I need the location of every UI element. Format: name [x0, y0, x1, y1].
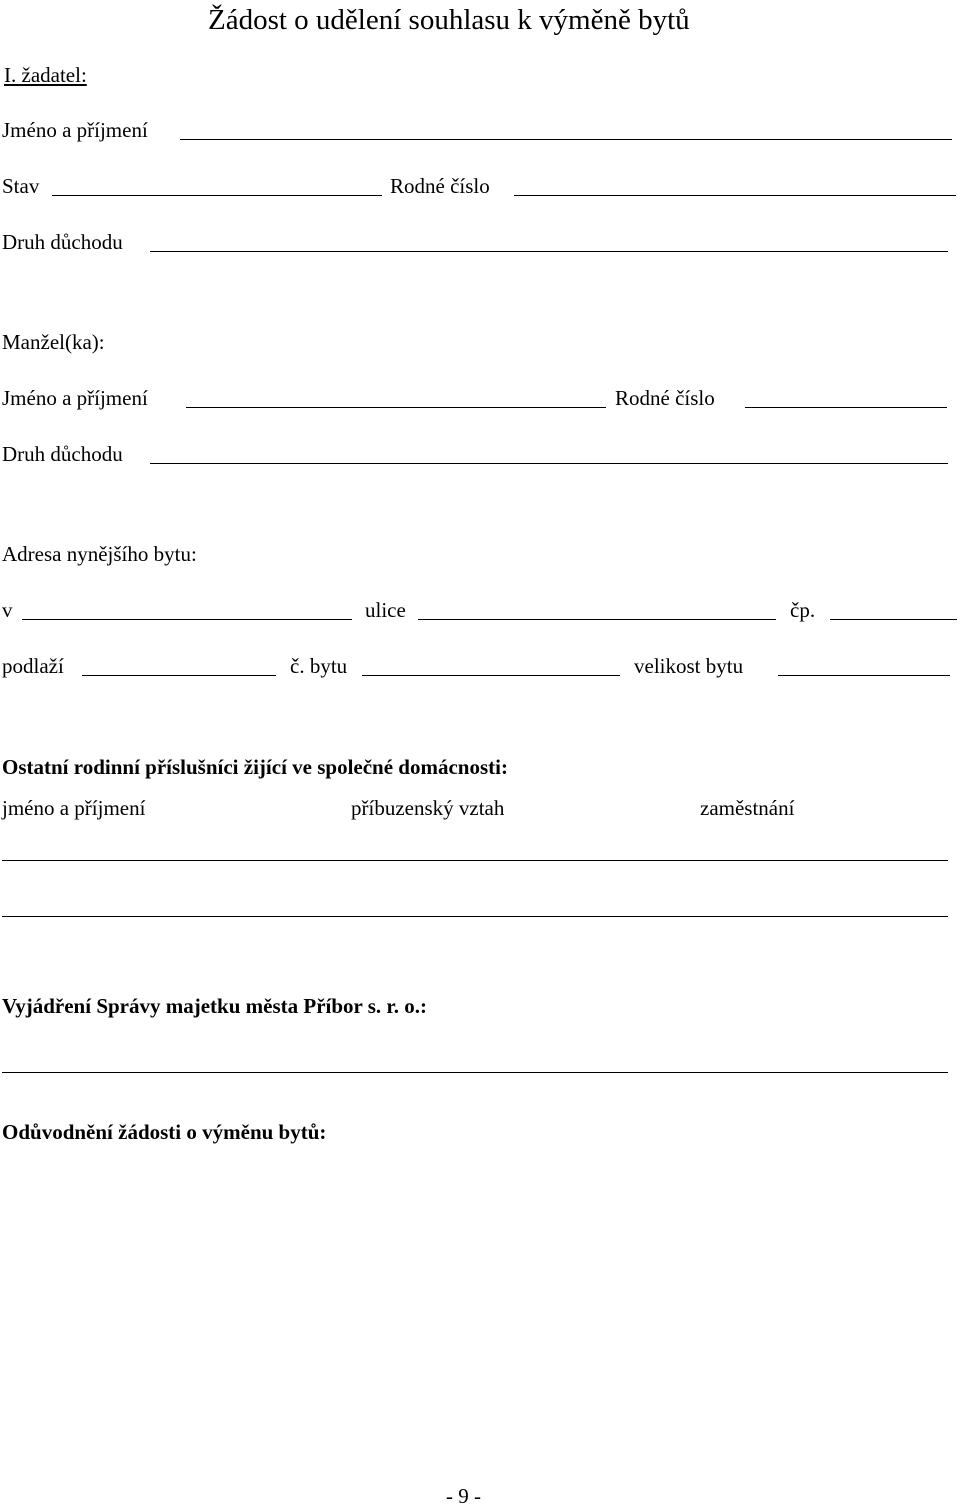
household-row-line[interactable]: [2, 860, 948, 861]
applicant-pension-field[interactable]: [150, 251, 948, 252]
spouse-name-label: Jméno a příjmení: [2, 386, 148, 410]
applicant-pension-label: Druh důchodu: [2, 230, 123, 254]
applicant-status-label: Stav: [2, 174, 40, 198]
applicant-heading: I. žadatel:: [4, 63, 87, 87]
spouse-heading: Manžel(ka):: [2, 330, 105, 354]
address-house-number-field[interactable]: [830, 619, 957, 620]
management-statement-line[interactable]: [2, 1072, 948, 1073]
justification-heading: Odůvodnění žádosti o výměnu bytů:: [2, 1120, 327, 1144]
address-flat-number-field[interactable]: [362, 675, 620, 676]
applicant-status-field[interactable]: [52, 195, 382, 196]
management-statement-heading: Vyjádření Správy majetku města Příbor s. r. o.:: [2, 994, 428, 1018]
address-street-label: ulice: [365, 598, 406, 622]
address-floor-label: podlaží: [2, 654, 64, 678]
applicant-birth-number-field[interactable]: [514, 195, 956, 196]
applicant-name-label: Jméno a příjmení: [2, 118, 148, 142]
address-flat-number-label: č. bytu: [290, 654, 348, 678]
address-house-number-label: čp.: [790, 598, 816, 622]
address-street-field[interactable]: [418, 619, 776, 620]
household-col-employment: zaměstnání: [700, 796, 795, 820]
applicant-birth-number-label: Rodné číslo: [390, 174, 490, 198]
page-number: - 9 -: [446, 1484, 481, 1508]
household-heading: Ostatní rodinní příslušníci žijící ve společné domácnosti:: [2, 755, 508, 779]
spouse-name-field[interactable]: [186, 407, 606, 408]
spouse-birth-number-label: Rodné číslo: [615, 386, 715, 410]
household-row-line[interactable]: [2, 916, 948, 917]
address-city-field[interactable]: [22, 619, 352, 620]
address-flat-size-field[interactable]: [778, 675, 950, 676]
household-col-relation: příbuzenský vztah: [351, 796, 505, 820]
address-heading: Adresa nynějšího bytu:: [2, 542, 197, 566]
spouse-birth-number-field[interactable]: [745, 407, 947, 408]
household-col-name: jméno a příjmení: [2, 796, 146, 820]
applicant-name-field[interactable]: [180, 139, 952, 140]
spouse-pension-label: Druh důchodu: [2, 442, 123, 466]
address-city-label: v: [2, 598, 13, 622]
address-flat-size-label: velikost bytu: [634, 654, 744, 678]
page-title: Žádost o udělení souhlasu k výměně bytů: [208, 4, 690, 36]
address-floor-field[interactable]: [82, 675, 276, 676]
spouse-pension-field[interactable]: [150, 463, 948, 464]
